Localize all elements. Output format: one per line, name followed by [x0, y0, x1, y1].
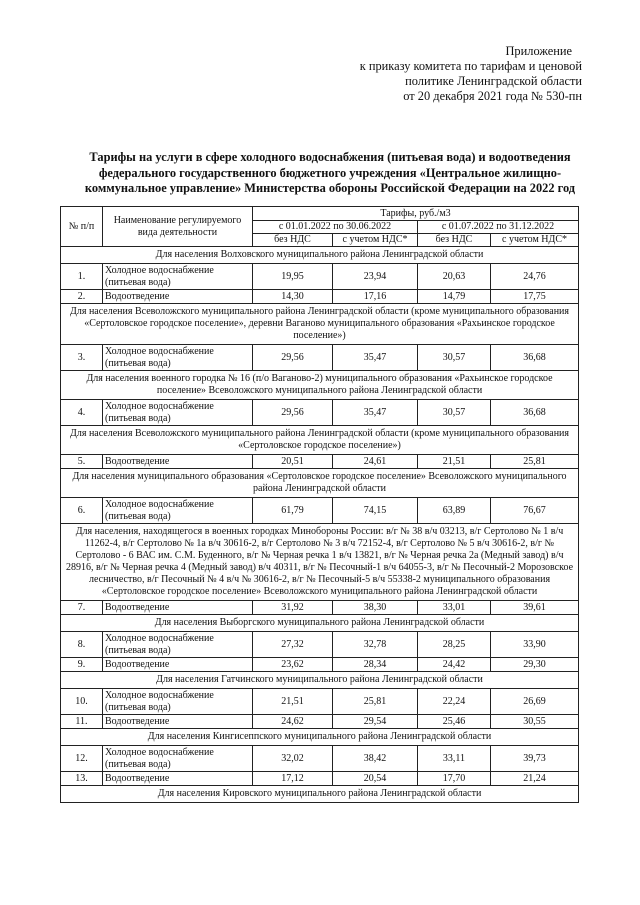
section-row	[61, 304, 579, 345]
section-row	[61, 469, 579, 498]
header-period-2: с 01.07.2022 по 31.12.2022	[418, 221, 579, 234]
row-num: 7.	[61, 601, 103, 615]
section-row	[61, 247, 579, 264]
value-p2-with-vat: 39,61	[491, 601, 579, 615]
section-title: Для населения Кировского муниципального района Ленинградской области	[61, 786, 579, 803]
value-p1-no-vat: 32,02	[253, 746, 333, 772]
value-p1-no-vat: 27,32	[253, 632, 333, 658]
header-no-vat-2: без НДС	[418, 234, 491, 247]
appendix-heading: Приложение	[505, 44, 572, 58]
value-p2-with-vat: 76,67	[491, 498, 579, 524]
value-p1-with-vat: 29,54	[333, 715, 418, 729]
value-p2-with-vat: 24,76	[491, 264, 579, 290]
table-row	[61, 715, 579, 729]
table-row	[61, 746, 579, 772]
value-p2-no-vat: 17,70	[418, 772, 491, 786]
table-row	[61, 772, 579, 786]
value-p2-no-vat: 30,57	[418, 345, 491, 371]
value-p1-no-vat: 31,92	[253, 601, 333, 615]
row-num: 5.	[61, 455, 103, 469]
section-row	[61, 672, 579, 689]
value-p2-no-vat: 25,46	[418, 715, 491, 729]
value-p1-no-vat: 24,62	[253, 715, 333, 729]
row-activity: Холодное водоснабжение (питьевая вода)	[103, 345, 253, 371]
value-p1-no-vat: 23,62	[253, 658, 333, 672]
section-title: Для населения, находящегося в военных городках Минобороны России: в/г № 38 в/ч 03213, в/г Сертолово № 1 в/ч 11262-4, в/г Сертолово № 1а в/ч 30616-2, в/г Сертолово № 3 в/ч 72152-4, в/г Сертолово № 5 в/ч 30616-2, в/г № Сертолово - 6 ВАС им. С.М. Буденного, в/г № Черная речка 1 в/ч 13821, в/г № Черная речка 2а (Медный завод) в/ч 28916, в/г № Черная речка 4 (Медный завод) в/ч 40311, в/г № Песочный-1 в/ч 64055-3, в/г № Песочный-2 Морозовское лесничество, в/г Песочный № 4 в/ч № 30616-2, в/г № Песочный-5 в/ч 55338-2 муниципального образования «Сертоловское городское поселение» Всеволожского муниципального района Ленинградской области	[61, 524, 579, 601]
row-num: 11.	[61, 715, 103, 729]
section-title: Для населения Гатчинского муниципального района Ленинградской области	[61, 672, 579, 689]
section-title: Для населения Всеволожского муниципального района Ленинградской области (кроме муниципального образования «Сертоловское городское поселение»)	[61, 426, 579, 455]
row-num: 13.	[61, 772, 103, 786]
appendix-order-line: к приказу комитета по тарифам и ценовой	[359, 59, 582, 73]
value-p1-no-vat: 61,79	[253, 498, 333, 524]
section-title: Для населения Выборгского муниципального района Ленинградской области	[61, 615, 579, 632]
tariff-table	[60, 206, 579, 803]
value-p1-no-vat: 29,56	[253, 400, 333, 426]
header-no-vat-1: без НДС	[253, 234, 333, 247]
value-p2-with-vat: 26,69	[491, 689, 579, 715]
section-title: Для населения муниципального образования «Сертоловское городское поселение» Всеволожского муниципального района Ленинградской области	[61, 469, 579, 498]
value-p1-with-vat: 28,34	[333, 658, 418, 672]
table-row	[61, 264, 579, 290]
value-p2-no-vat: 33,01	[418, 601, 491, 615]
row-activity: Холодное водоснабжение (питьевая вода)	[103, 498, 253, 524]
section-row	[61, 524, 579, 601]
table-row	[61, 632, 579, 658]
value-p1-with-vat: 20,54	[333, 772, 418, 786]
value-p1-no-vat: 19,95	[253, 264, 333, 290]
value-p2-no-vat: 22,24	[418, 689, 491, 715]
table-row	[61, 455, 579, 469]
section-row	[61, 426, 579, 455]
value-p1-no-vat: 20,51	[253, 455, 333, 469]
value-p1-with-vat: 35,47	[333, 345, 418, 371]
appendix-committee-line: политике Ленинградской области	[405, 74, 582, 88]
appendix-block	[360, 44, 582, 104]
row-num: 10.	[61, 689, 103, 715]
value-p1-no-vat: 29,56	[253, 345, 333, 371]
value-p2-with-vat: 36,68	[491, 345, 579, 371]
row-activity: Водоотведение	[103, 715, 253, 729]
header-num: № п/п	[61, 207, 103, 247]
value-p2-with-vat: 17,75	[491, 290, 579, 304]
value-p1-with-vat: 23,94	[333, 264, 418, 290]
header-with-vat-2: с учетом НДС*	[491, 234, 579, 247]
row-num: 4.	[61, 400, 103, 426]
value-p2-with-vat: 30,55	[491, 715, 579, 729]
value-p2-with-vat: 39,73	[491, 746, 579, 772]
header-with-vat-1: с учетом НДС*	[333, 234, 418, 247]
row-activity: Водоотведение	[103, 290, 253, 304]
document-title: Тарифы на услуги в сфере холодного водоснабжения (питьевая вода) и водоотведения федерального государственного бюджетного учреждения «Центральное жилищно-коммунальное управление» Министерства обороны Российской Федерации на 2022 год	[84, 150, 576, 195]
section-title: Для населения Кингисеппского муниципального района Ленинградской области	[61, 729, 579, 746]
value-p2-no-vat: 14,79	[418, 290, 491, 304]
table-row	[61, 658, 579, 672]
value-p2-no-vat: 33,11	[418, 746, 491, 772]
row-num: 12.	[61, 746, 103, 772]
value-p2-no-vat: 20,63	[418, 264, 491, 290]
value-p2-no-vat: 63,89	[418, 498, 491, 524]
row-activity: Холодное водоснабжение (питьевая вода)	[103, 400, 253, 426]
table-row	[61, 400, 579, 426]
value-p1-no-vat: 21,51	[253, 689, 333, 715]
row-num: 6.	[61, 498, 103, 524]
value-p1-with-vat: 74,15	[333, 498, 418, 524]
header-tariffs: Тарифы, руб./м3	[253, 207, 579, 221]
row-num: 9.	[61, 658, 103, 672]
value-p2-with-vat: 21,24	[491, 772, 579, 786]
value-p2-with-vat: 25,81	[491, 455, 579, 469]
value-p2-no-vat: 21,51	[418, 455, 491, 469]
section-row	[61, 786, 579, 803]
table-row	[61, 498, 579, 524]
row-activity: Холодное водоснабжение (питьевая вода)	[103, 746, 253, 772]
row-activity: Холодное водоснабжение (питьевая вода)	[103, 689, 253, 715]
table-row	[61, 345, 579, 371]
row-activity: Холодное водоснабжение (питьевая вода)	[103, 264, 253, 290]
value-p1-no-vat: 17,12	[253, 772, 333, 786]
value-p2-no-vat: 24,42	[418, 658, 491, 672]
value-p1-with-vat: 32,78	[333, 632, 418, 658]
appendix-date-line: от 20 декабря 2021 года № 530-пн	[403, 89, 582, 103]
section-title: Для населения военного городка № 16 (п/о Ваганово-2) муниципального образования «Рахьинское городское поселение» Всеволожского муниципального района Ленинградской области	[61, 371, 579, 400]
value-p1-no-vat: 14,30	[253, 290, 333, 304]
row-num: 2.	[61, 290, 103, 304]
section-row	[61, 371, 579, 400]
row-activity: Водоотведение	[103, 601, 253, 615]
table-row	[61, 689, 579, 715]
value-p2-no-vat: 30,57	[418, 400, 491, 426]
table-row	[61, 601, 579, 615]
value-p1-with-vat: 38,42	[333, 746, 418, 772]
section-title: Для населения Волховского муниципального района Ленинградской области	[61, 247, 579, 264]
value-p1-with-vat: 38,30	[333, 601, 418, 615]
row-activity: Водоотведение	[103, 455, 253, 469]
table-row	[61, 290, 579, 304]
value-p2-with-vat: 36,68	[491, 400, 579, 426]
header-period-1: с 01.01.2022 по 30.06.2022	[253, 221, 418, 234]
value-p2-with-vat: 33,90	[491, 632, 579, 658]
value-p1-with-vat: 24,61	[333, 455, 418, 469]
row-num: 1.	[61, 264, 103, 290]
section-row	[61, 729, 579, 746]
section-title: Для населения Всеволожского муниципального района Ленинградской области (кроме муниципального образования «Сертоловское городское поселение», деревни Ваганово муниципального образования «Рахьинское городское поселение»)	[61, 304, 579, 345]
row-activity: Холодное водоснабжение (питьевая вода)	[103, 632, 253, 658]
row-activity: Водоотведение	[103, 772, 253, 786]
value-p1-with-vat: 25,81	[333, 689, 418, 715]
section-row	[61, 615, 579, 632]
value-p2-no-vat: 28,25	[418, 632, 491, 658]
value-p1-with-vat: 35,47	[333, 400, 418, 426]
value-p2-with-vat: 29,30	[491, 658, 579, 672]
row-num: 8.	[61, 632, 103, 658]
value-p1-with-vat: 17,16	[333, 290, 418, 304]
header-activity: Наименование регулируемого вида деятельности	[103, 207, 253, 247]
row-activity: Водоотведение	[103, 658, 253, 672]
row-num: 3.	[61, 345, 103, 371]
